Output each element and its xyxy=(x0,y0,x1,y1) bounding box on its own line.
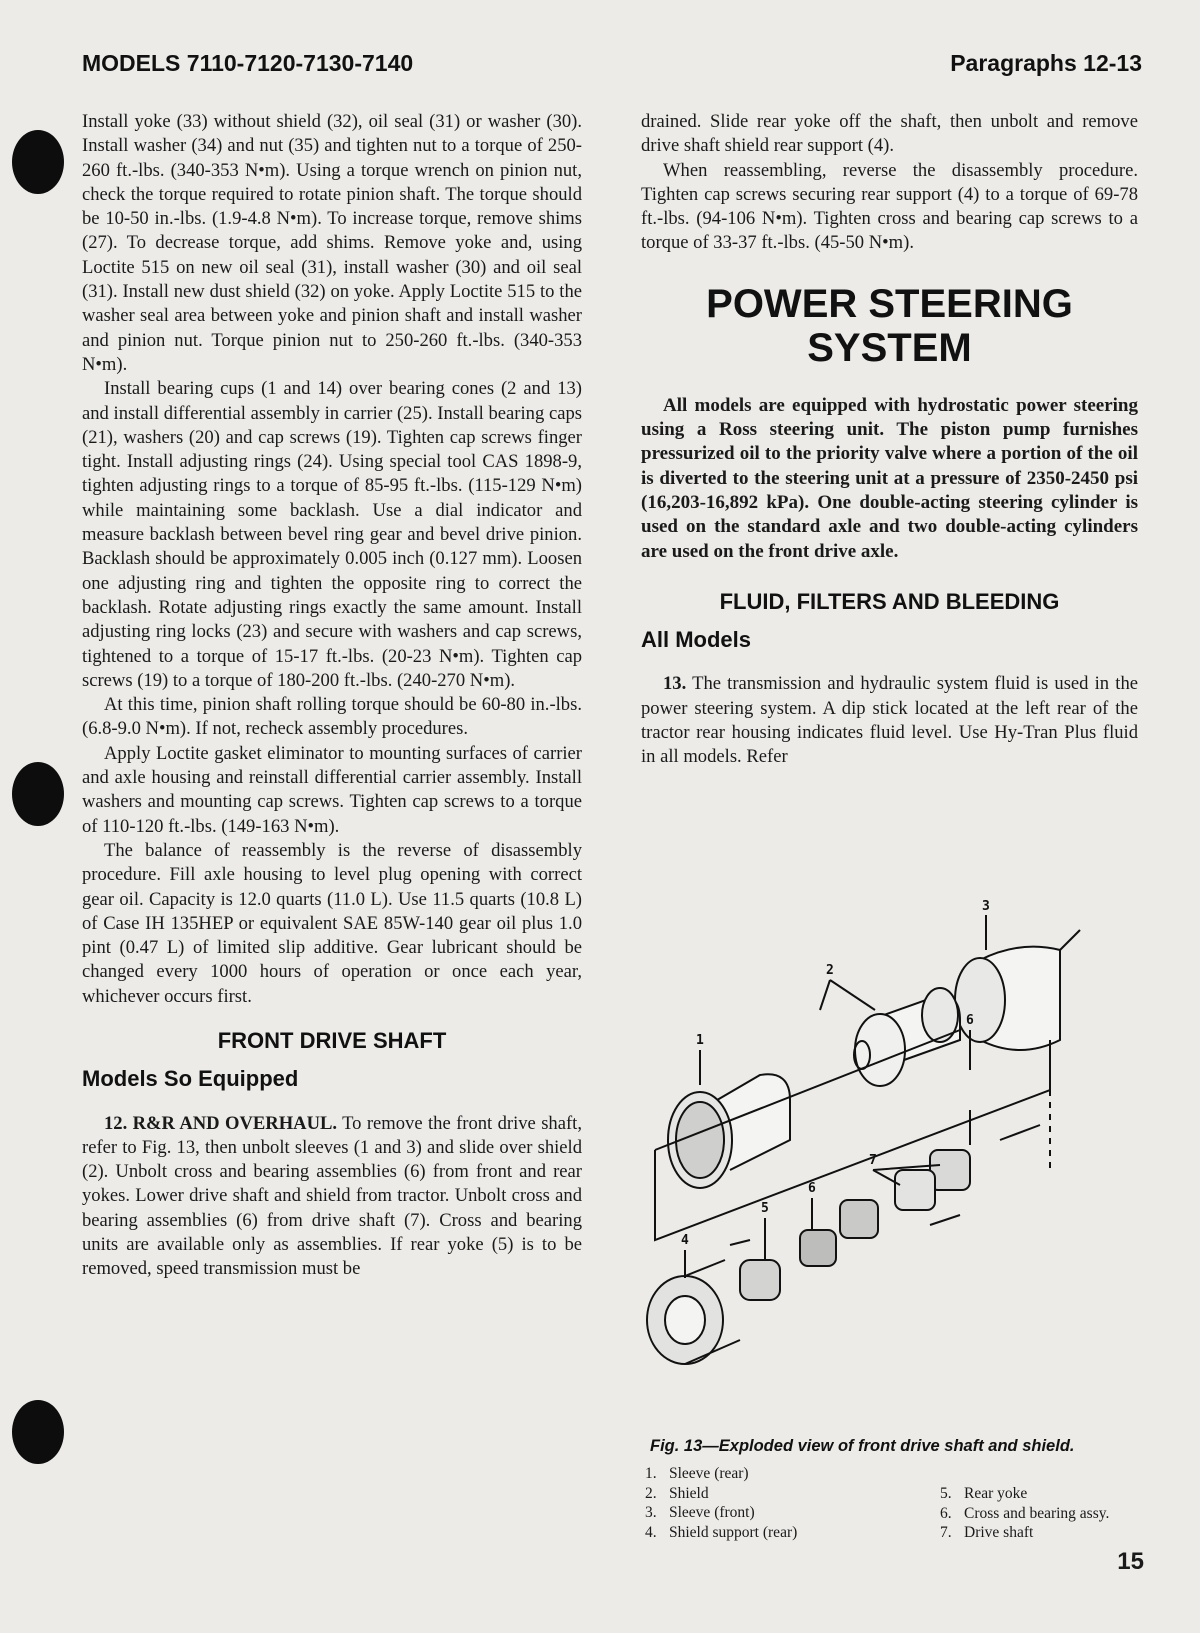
paragraph-text: The transmission and hydraulic system fluid is used in the power steering system. A dip stick located at the left rear of the tractor rear housing indicates fluid level. Use Hy-Tran Plus fluid in all models. Refer xyxy=(641,673,1138,768)
leader-line xyxy=(1060,930,1080,950)
callout-label: 5 xyxy=(761,1201,769,1216)
callout-label: 4 xyxy=(681,1233,689,1248)
left-column xyxy=(82,110,582,1282)
legend-item: 2. Shield xyxy=(645,1484,709,1502)
paragraph-lead: 12. R&R AND OVERHAUL. xyxy=(104,1112,338,1134)
right-column xyxy=(641,110,1138,770)
paragraph-text: To remove the front drive shaft, refer to Fig. 13, then unbolt sleeves (1 and 3) and slide over shield (2). Unbolt cross and bearing assemblies (6) from front and rear yokes. Lower drive shaft and shield from tractor. Unbolt cross and bearing assemblies (6) from drive shaft (7). Cross and bearing units are available only as assemblies. If rear yoke (5) is to be removed, speed transmission must be xyxy=(82,1112,582,1280)
paragraph-lead: 13. xyxy=(663,673,687,695)
paragraph: Install bearing cups (1 and 14) over bearing cones (2 and 13) and install differential assembly in carrier (25). Install bearing caps (21), washers (20) and cap screws (19). Tighten cap screws finger tight. Install adjusting rings (24). Using special tool CAS 1898-9, tighten adjusting rings to a torque of 85-95 ft.-lbs. (115-129 N•m) while maintaining some backlash. Use a dial indicator and measure backlash between bevel ring gear and bevel drive pinion. Backlash should be approximately 0.005 inch (0.127 mm). Loosen one adjusting ring and tighten the opposite ring to correct the backlash. Rotate adjusting rings exactly the same amount. Install adjusting ring locks (23) and secure with washers and cap screws, tightened to a torque of 15-17 ft.-lbs. (20-23 N•m). Tighten cap screws (19) to a torque of 180-200 ft.-lbs. (240-270 N•m). xyxy=(82,378,582,691)
callout-label: 1 xyxy=(696,1033,704,1048)
cross-bearing-rear xyxy=(840,1200,878,1238)
section-heading: FRONT DRIVE SHAFT xyxy=(217,1027,447,1053)
cross-bearing xyxy=(800,1230,836,1266)
callout-label: 6 xyxy=(808,1181,816,1196)
chapter-heading-line: POWER STEERING xyxy=(706,281,1073,326)
figure-caption: Fig. 13—Exploded view of front drive shaft and shield. xyxy=(650,1437,1075,1455)
binder-hole xyxy=(12,130,64,194)
shield-tube-end xyxy=(855,1014,905,1086)
front-sleeve-end xyxy=(955,958,1005,1042)
shield-support-bore xyxy=(665,1296,705,1344)
page-number: 15 xyxy=(1117,1548,1144,1575)
legend-item: 4. Shield support (rear) xyxy=(645,1523,798,1541)
paragraph: Install yoke (33) without shield (32), oil seal (31) or washer (30). Install washer (34) and nut (35) and tighten nut to a torque of 250-260 ft.-lbs. (340-353 N•m). Using a torque wrench on pinion nut, check the torque required to rotate pinion shaft. The torque should be 10-50 in.-lbs. (1.9-4.8 N•m). To increase torque, remove shims (27). To decrease torque, add shims. Remove yoke and, using Loctite 515 on new oil seal (31), install washer (30) and oil seal (31). Install new dust shield (32) on yoke. Apply Loctite 515 to the washer seal area between yoke and pinion shaft and install washer and pinion nut. Torque pinion nut to 250-260 ft.-lbs. (340-353 N•m). xyxy=(82,111,582,375)
legend-item: 7. Drive shaft xyxy=(940,1524,1034,1541)
paragraph xyxy=(641,672,1138,769)
header-paragraphs: Paragraphs 12-13 xyxy=(950,50,1142,76)
paragraph: The balance of reassembly is the reverse of disassembly procedure. Fill axle housing to level plug opening with correct gear oil. Capacity is 12.0 quarts (11.0 L). Use 11.5 quarts (10.8 L) of Case IH 135HEP or equivalent SAE 85W-140 gear oil plus 1.0 pint (0.47 L) of limited slip additive. Gear lubricant should be changed every 1000 hours of operation or once each year, whichever occurs first. xyxy=(82,839,582,1007)
header-models: MODELS 7110-7120-7130-7140 xyxy=(82,50,414,76)
drive-shaft-yoke xyxy=(895,1170,935,1210)
chapter-heading xyxy=(641,282,1138,370)
figure-legend-left xyxy=(645,1464,797,1542)
rear-yoke xyxy=(740,1260,780,1300)
callout-label: 7 xyxy=(869,1153,877,1168)
paragraph: When reassembling, reverse the disassembly procedure. Tighten cap screws securing rear support (4) to a torque of 69-78 ft.-lbs. (94-106 N•m). Tighten cross and bearing cap screws to a torque of 33-37 ft.-lbs. (45-50 N•m). xyxy=(641,159,1138,254)
bolt xyxy=(930,1215,960,1225)
intro-paragraph: All models are equipped with hydrostatic power steering using a Ross steering unit. The piston pump furnishes pressurized oil to the priority valve where a portion of the oil is diverted to the steering unit at a pressure of 2350-2450 psi (16,203-16,892 kPa). One double-acting steering cylinder is used on the standard axle and two double-acting cylinders are used on the front drive axle. xyxy=(641,394,1138,562)
binder-hole xyxy=(12,762,64,826)
rear-sleeve-inner xyxy=(676,1102,724,1178)
bolt xyxy=(730,1240,750,1245)
chapter-heading-line: SYSTEM xyxy=(807,325,972,370)
callout-label: 3 xyxy=(982,900,990,914)
drive-shaft-exploded-diagram xyxy=(640,900,1160,1430)
figure-legend-right xyxy=(940,1484,1109,1543)
sub-heading: Models So Equipped xyxy=(82,1066,299,1092)
paragraph: drained. Slide rear yoke off the shaft, then unbolt and remove drive shaft shield rear support (4). xyxy=(641,111,1138,157)
bolt xyxy=(1000,1125,1040,1140)
legend-item: 5. Rear yoke xyxy=(940,1485,1028,1502)
callout-label: 2 xyxy=(826,963,834,978)
sub-heading: All Models xyxy=(641,627,752,653)
legend-item: 3. Sleeve (front) xyxy=(645,1504,755,1521)
leader-line xyxy=(820,980,875,1010)
paragraph: At this time, pinion shaft rolling torque should be 60-80 in.-lbs. (6.8-9.0 N•m). If not, recheck assembly procedures. xyxy=(82,694,582,740)
section-heading: FLUID, FILTERS AND BLEEDING xyxy=(719,588,1060,614)
legend-item: 1. Sleeve (rear) xyxy=(645,1465,749,1482)
legend-item: 6. Cross and bearing assy. xyxy=(940,1504,1110,1522)
callout-label: 6 xyxy=(966,1013,974,1028)
paragraph xyxy=(82,1112,582,1282)
frame-line xyxy=(655,1030,960,1150)
paragraph: Apply Loctite gasket eliminator to mounting surfaces of carrier and axle housing and reinstall differential carrier assembly. Install washers and mounting cap screws. Tighten cap screws to a torque of 110-120 ft.-lbs. (149-163 N•m). xyxy=(82,742,582,837)
binder-hole xyxy=(12,1400,64,1464)
